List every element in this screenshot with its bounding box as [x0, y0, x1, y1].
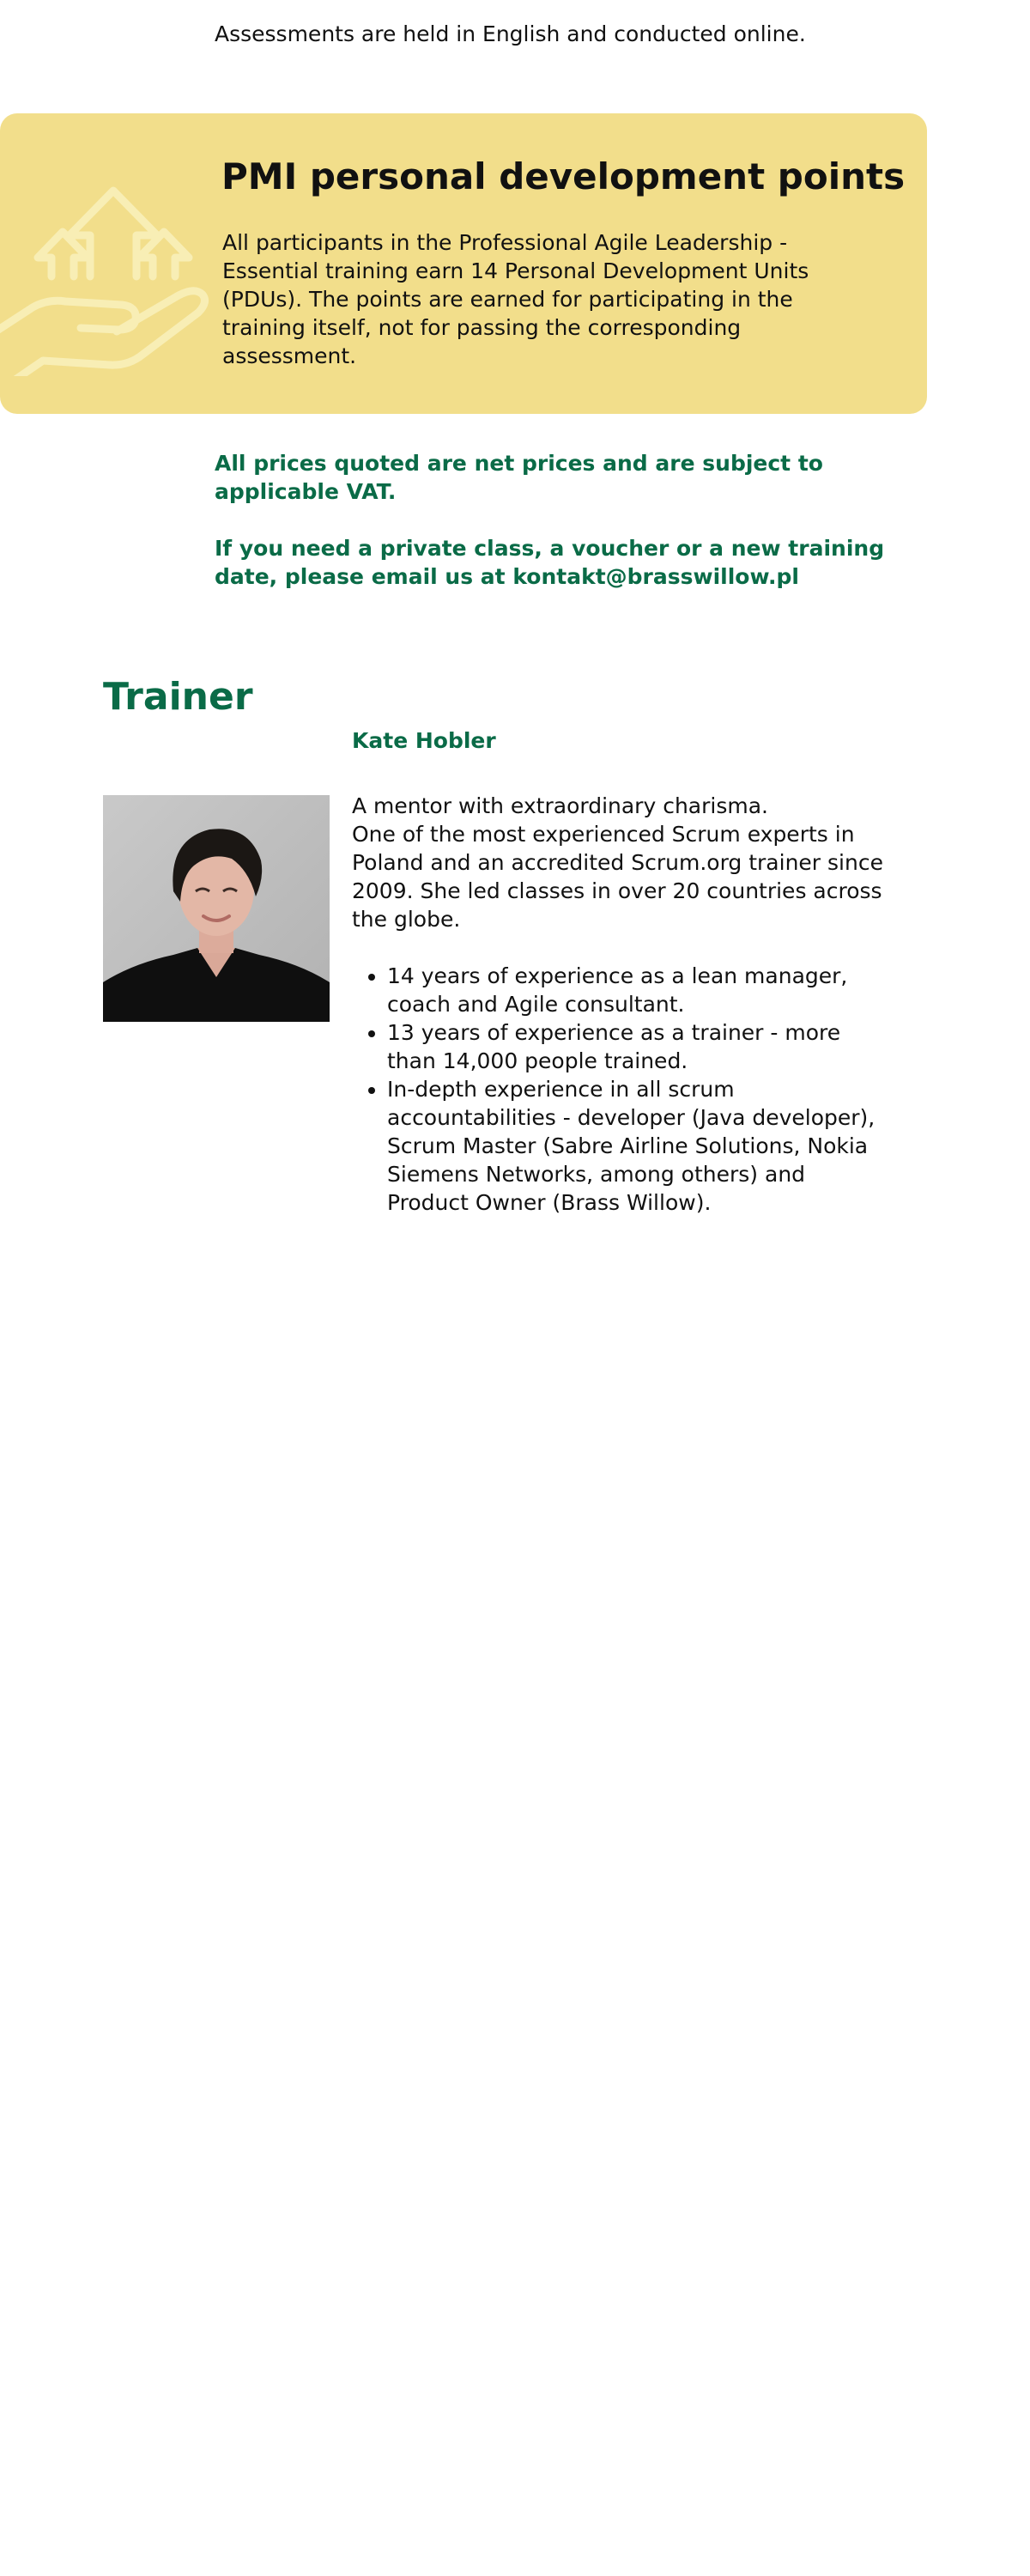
trainer-highlights-list: [352, 962, 884, 1217]
pmi-description: All participants in the Professional Agile Leadership - Essential training earn 14 Personal Development Units (PDUs). The points are earned for participating in the training itself, not for passing the corresponding assessment.: [222, 230, 809, 368]
highlight-scrum-accountabilities: • In-depth experience in all scrum accountabilities - developer (Java developer), Scrum Master (Sabre Airline Solutions, Nokia Siemens Networks, among others) and Product Owner (Brass Willow).: [387, 1075, 884, 1217]
private-class-contact-notice: If you need a private class, a voucher or a new training date, please email us at kontakt@brasswillow.pl: [215, 536, 885, 589]
vat-notice: All prices quoted are net prices and are subject to applicable VAT.: [215, 451, 823, 504]
trainer-name: Kate Hobler: [352, 728, 496, 753]
highlight-trainer-experience: • 13 years of experience as a trainer - more than 14,000 people trained.: [387, 1018, 884, 1075]
trainer-bio: [352, 792, 884, 1217]
bio-intro-line: A mentor with extraordinary charisma.: [352, 793, 768, 818]
trainer-portrait-image: [103, 795, 330, 1022]
highlight-lean-manager: • 14 years of experience as a lean manager, coach and Agile consultant.: [387, 962, 884, 1018]
trainer-photo: [103, 795, 330, 1022]
pmi-development-points-card: [0, 113, 927, 414]
hand-with-growth-arrows-icon: [0, 170, 210, 376]
assessment-language-note: Assessments are held in English and conducted online.: [215, 21, 806, 46]
trainer-section-title: Trainer: [103, 675, 253, 719]
pmi-heading: PMI personal development points: [221, 155, 906, 197]
bio-experience-summary: One of the most experienced Scrum experts in Poland and an accredited Scrum.org trainer since 2009. She led classes in over 20 countries across the globe.: [352, 822, 883, 932]
